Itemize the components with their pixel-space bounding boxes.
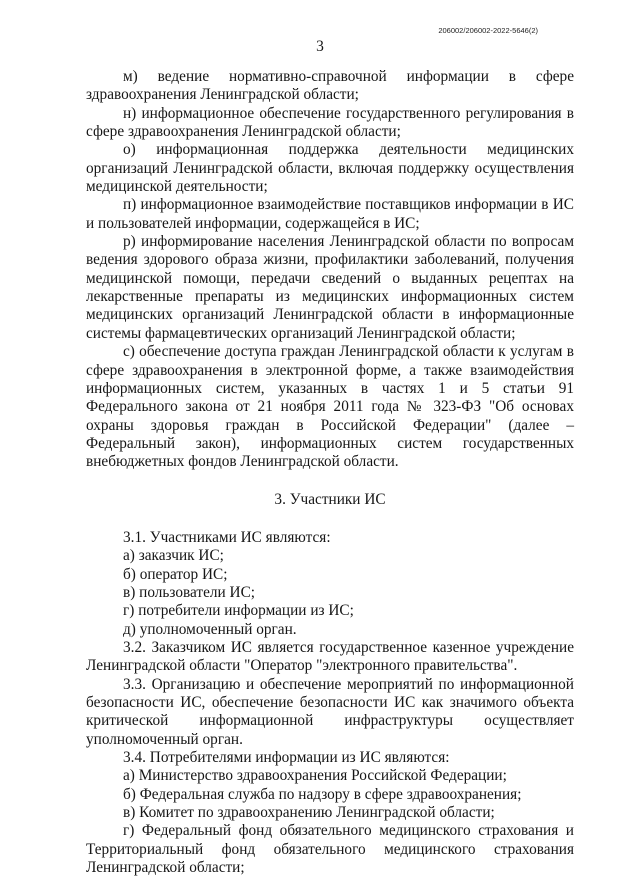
consumer-item: а) Министерство здравоохранения Российской Федерации; — [123, 767, 507, 785]
list-item-o: о) информационная поддержка деятельности медицинских организаций Ленинградской области, включая поддержку осуществления медицинской деятельности; — [86, 141, 574, 196]
section-heading: 3. Участники ИС — [274, 490, 386, 508]
list-item-r: р) информирование населения Ленинградской области по вопросам ведения здорового образа жизни, профилактики заболеваний, получения медицинской помощи, передачи сведений о выданных рецептах на лекарственные препараты из медицинских информационных систем медицинских организаций Ленинградской области в информационные системы фармацевтических организаций Ленинградской области; — [86, 233, 574, 342]
participant-item: б) оператор ИС; — [123, 565, 228, 583]
page-number: 3 — [316, 38, 324, 55]
list-item-p: п) информационное взаимодействие поставщиков информации в ИС и пользователей информации, содержащейся в ИС; — [86, 196, 574, 232]
paragraph-3-3: 3.3. Организацию и обеспечение мероприятий по информационной безопасности ИС, обеспечение безопасности ИС как значимого объекта критической информационной инфраструктуры осуществляет уполномоченный орган. — [86, 675, 574, 748]
document-number: 206002/206002-2022-5646(2) — [438, 26, 538, 35]
participant-item: г) потребители информации из ИС; — [123, 602, 354, 620]
paragraph-3-2: 3.2. Заказчиком ИС является государственное казенное учреждение Ленинградской области "Оператор "электронного правительства". — [86, 638, 574, 675]
document-body — [86, 68, 574, 877]
list-item-m: м) ведение нормативно-справочной информации в сфере здравоохранения Ленинградской области; — [86, 68, 574, 104]
participant-item: а) заказчик ИС; — [123, 547, 224, 565]
consumer-item: б) Федеральная служба по надзору в сфере здравоохранения; — [123, 785, 522, 803]
paragraph-3-4: 3.4. Потребителями информации из ИС являются: — [123, 749, 450, 767]
participant-item: в) пользователи ИС; — [123, 583, 256, 601]
consumer-item: г) Федеральный фонд обязательного медицинского страхования и Территориальный фонд обязательного медицинского страхования Ленинградской области; — [86, 822, 574, 877]
paragraph-3-1: 3.1. Участниками ИС являются: — [123, 528, 331, 546]
consumer-item: в) Комитет по здравоохранению Ленинградской области; — [123, 804, 495, 822]
list-item-s: с) обеспечение доступа граждан Ленинградской области к услугам в сфере здравоохранения в электронной форме, а также взаимодействия информационных систем, указанных в частях 1 и 5 статьи 91 Федерального закона от 21 ноября 2011 года № 323-ФЗ "Об основах охраны здоровья граждан в Российской Федерации" (далее – Федеральный закон), информационных систем государственных внебюджетных фондов Ленинградской области. — [86, 343, 574, 471]
participant-item: д) уполномоченный орган. — [123, 620, 297, 638]
list-item-n: н) информационное обеспечение государственного регулирования в сфере здравоохранения Ленинградской области; — [86, 104, 574, 141]
